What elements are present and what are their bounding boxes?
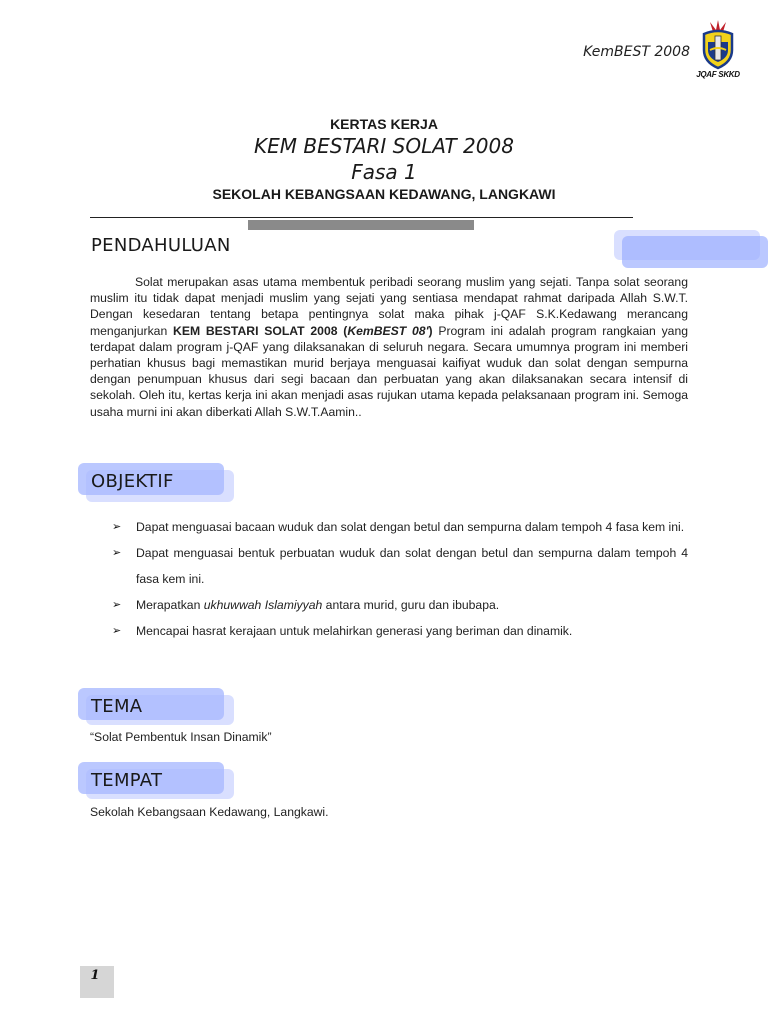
list-item-italic: ukhuwwah Islamiyyah	[203, 598, 323, 612]
list-item-text: Dapat menguasai bentuk perbuatan wuduk dan solat dengan betul dan sempurna dalam tempoh 4 fasa kem ini.	[136, 546, 688, 586]
program-name-bold: KEM BESTARI SOLAT 2008 (	[173, 323, 348, 338]
arrow-bullet-icon: ➢	[112, 625, 122, 637]
pendahuluan-paragraph	[90, 274, 688, 420]
tempat-text: Sekolah Kebangsaan Kedawang, Langkawi.	[90, 805, 329, 819]
list-item	[112, 618, 688, 644]
objective-list	[112, 514, 688, 644]
program-title: KEM BESTARI SOLAT 2008	[254, 134, 514, 158]
list-item	[112, 540, 688, 592]
list-item-text: Merapatkan	[136, 598, 204, 612]
section-heading-objektif: OBJEKTIF	[91, 471, 174, 492]
list-item	[112, 514, 688, 540]
program-short-name: KemBEST 08'	[347, 323, 429, 338]
arrow-bullet-icon: ➢	[112, 547, 122, 559]
school-name: SEKOLAH KEBANGSAAN KEDAWANG, LANGKAWI	[212, 186, 556, 202]
tema-text: “Solat Pembentuk Insan Dinamik”	[90, 730, 272, 744]
title-rule-bar	[248, 220, 474, 230]
list-item	[112, 592, 688, 618]
arrow-bullet-icon: ➢	[112, 521, 122, 533]
page-number: 1	[90, 968, 100, 983]
section-heading-tempat: TEMPAT	[91, 770, 163, 791]
section-heading-pendahuluan: PENDAHULUAN	[91, 235, 231, 256]
header-brand: KemBEST 2008	[583, 44, 690, 60]
list-item-text: Dapat menguasai bacaan wuduk dan solat dengan betul dan sempurna dalam tempoh 4 fasa kem ini.	[136, 520, 685, 534]
phase-title: Fasa 1	[351, 160, 417, 184]
arrow-bullet-icon: ➢	[112, 599, 122, 611]
document-type-title: KERTAS KERJA	[330, 116, 438, 132]
logo-caption: JQAF SKKD	[696, 70, 740, 79]
heading-highlight	[622, 236, 768, 268]
paragraph-text: Solat merupakan asas utama membentuk peribadi seorang muslim yang sejati. Tanpa solat seorang muslim itu tidak dapat menjadi muslim yang sejati yang sentiasa mendapat rahmat daripada Allah S.W.T. Dengan kesedaran tentang betapa pentingnya solat maka pihak j-QAF S.K.Kedawang merancang menganjurkan	[90, 275, 688, 338]
list-item-text: antara murid, guru dan ibubapa.	[322, 598, 500, 612]
list-item-text: Mencapai hasrat kerajaan untuk melahirkan generasi yang beriman dan dinamik.	[136, 624, 573, 638]
section-heading-tema: TEMA	[91, 696, 143, 717]
paragraph-text-continued: Program ini adalah program rangkaian yang terdapat dalam program j-QAF yang dilaksanakan di seluruh negara. Secara umumnya program ini memberi perhatian khusus bagi memastikan murid berjaya menguasai kaifiyat wuduk dan solat dengan sempurna dengan penumpuan khusus dari segi bacaan dan perbuatan yang akan dilaksanakan secara intensif di sekolah. Oleh itu, kertas kerja ini akan menjadi asas rujukan utama kepada pelaksanaan program ini. Semoga usaha murni ini akan diberkati Allah S.W.T.Aamin..	[90, 323, 689, 419]
title-rule	[90, 217, 633, 218]
program-name-bold-close: )	[428, 323, 433, 338]
